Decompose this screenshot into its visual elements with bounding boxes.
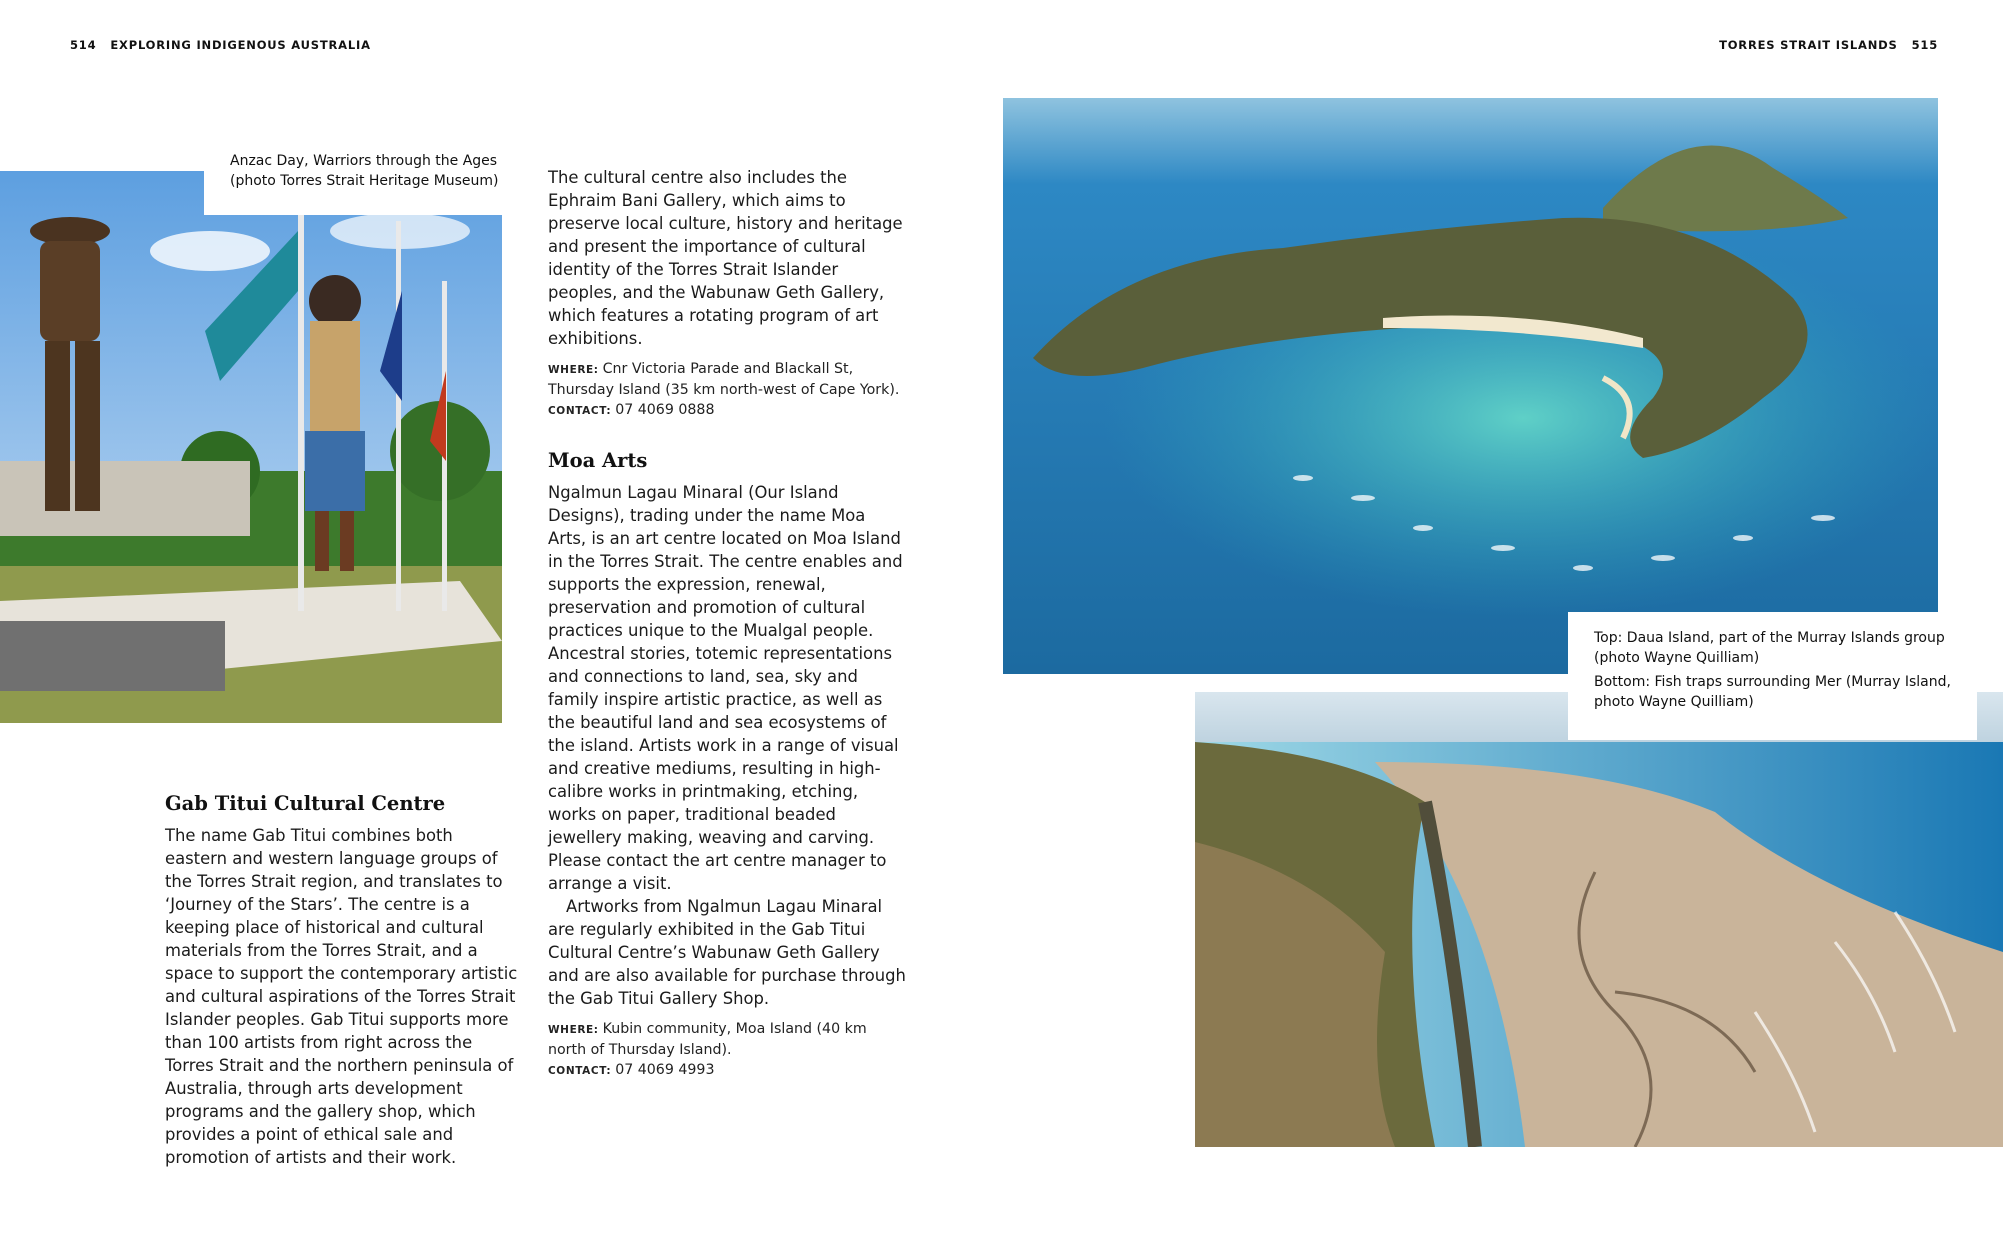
gab-titui-heading: Gab Titui Cultural Centre (165, 792, 446, 815)
anzac-photo-caption (204, 148, 536, 215)
caption-line: Anzac Day, Warriors through the Ages (230, 153, 498, 169)
moa-arts-paragraph: Ngalmun Lagau Minaral (Our Island Designs), trading under the name Moa Arts, is an art centre located on Moa Island in the Torres Strait. The centre enables and supports the expression, renewal, preservation and promotion of cultural practices unique to the Mualgal people. Ancestral stories, totemic representations and connections to land, sea, sky and family inspire artistic practice, as well as the beautiful land and sea ecosystems of the island. Artists work in a range of visual and creative mediums, resulting in high-calibre works in printmaking, etching, works on paper, traditional beaded jewellery making, weaving and carving. Please contact the art centre manager to arrange a visit. (548, 483, 903, 893)
gab-titui-continued: The cultural centre also includes the Ephraim Bani Gallery, which aims to preserve local culture, history and heritage and present the importance of cultural identity of the Torres Strait Islander peoples, and the Wabunaw Geth Gallery, which features a rotating program of art exhibitions. (548, 168, 903, 348)
moa-arts-heading: Moa Arts (548, 449, 648, 472)
contact-label: CONTACT: (548, 405, 612, 417)
book-title: EXPLORING INDIGENOUS AUSTRALIA (110, 38, 371, 52)
where-label: WHERE: (548, 1024, 599, 1036)
moa-arts-where: Kubin community, Moa Island (40 km north of Thursday Island). (548, 1021, 867, 1058)
gab-titui-section (165, 790, 520, 1169)
daua-island-photo (1003, 98, 1938, 674)
where-label: WHERE: (548, 364, 599, 376)
running-head-left (70, 38, 371, 52)
moa-arts-info (548, 1019, 908, 1081)
gab-titui-paragraph: The name Gab Titui combines both eastern and western language groups of the Torres Strait region, and translates to ‘Journey of the Stars’. The centre is a keeping place of historical and cultural materials from the Torres Strait, and a space to support the contemporary artistic and cultural aspirations of the Torres Strait Islander peoples. Gab Titui supports more than 100 artists from right across the Torres Strait and the northern peninsula of Australia, through arts development programs and the gallery shop, which provides a point of ethical sale and promotion of artists and their work. (165, 826, 518, 1167)
page-number-right: 515 (1911, 38, 1938, 52)
page-number-left: 514 (70, 38, 97, 52)
islands-photo-caption (1568, 612, 1977, 740)
gab-titui-info (548, 359, 908, 421)
middle-column (548, 166, 908, 1081)
moa-arts-contact: 07 4069 4993 (615, 1062, 715, 1078)
anzac-day-photo (0, 171, 502, 723)
caption-line: (photo Torres Strait Heritage Museum) (230, 173, 499, 189)
caption-line: Top: Daua Island, part of the Murray Islands group (photo Wayne Quilliam) (1594, 630, 1945, 666)
contact-label: CONTACT: (548, 1065, 612, 1077)
running-head-right (1719, 38, 1938, 52)
moa-arts-paragraph: Artworks from Ngalmun Lagau Minaral are regularly exhibited in the Gab Titui Cultural Centre’s Wabunaw Geth Gallery and are also available for purchase through the Gab Titui Gallery Shop. (548, 897, 906, 1008)
mer-fish-traps-photo (1195, 692, 2003, 1147)
gab-titui-contact: 07 4069 0888 (615, 402, 715, 418)
caption-line: Bottom: Fish traps surrounding Mer (Murray Island, photo Wayne Quilliam) (1594, 674, 1951, 710)
gab-titui-where: Cnr Victoria Parade and Blackall St, Thursday Island (35 km north-west of Cape York). (548, 361, 900, 398)
chapter-title: TORRES STRAIT ISLANDS (1719, 38, 1898, 52)
